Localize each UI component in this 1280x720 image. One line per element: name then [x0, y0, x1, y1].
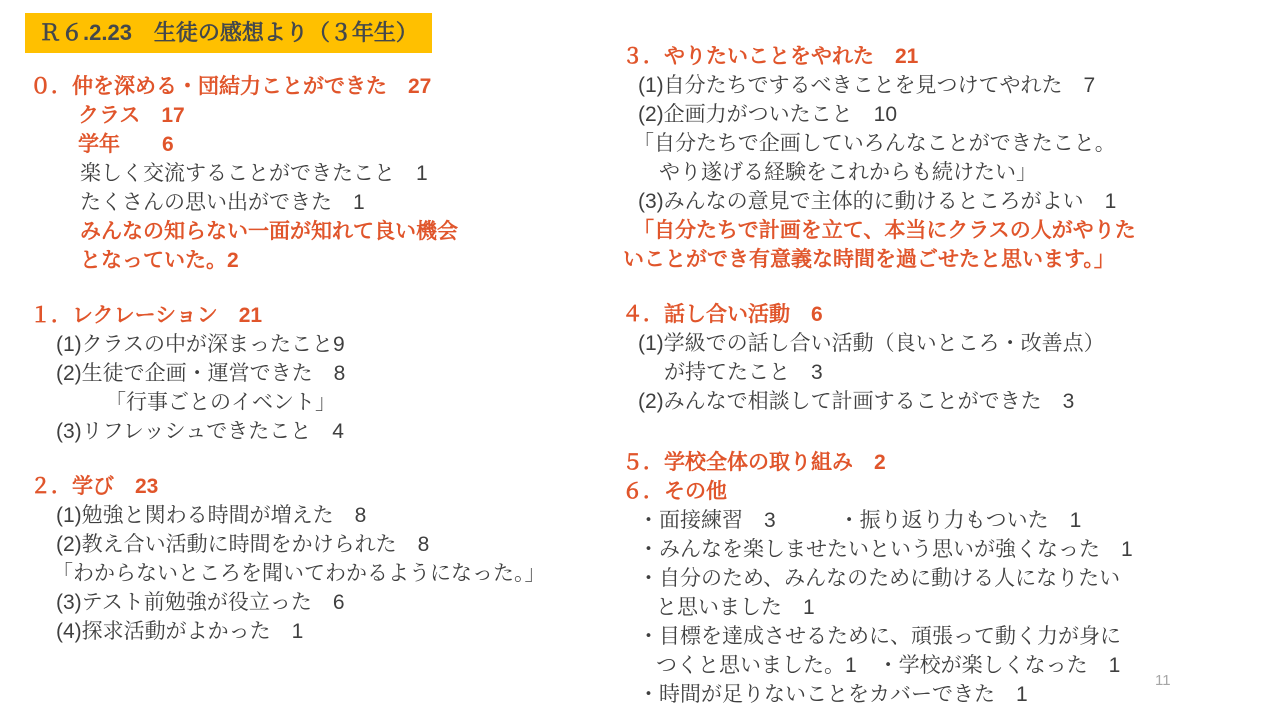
- section-1-line-4: (3)リフレッシュできたこと 4: [56, 420, 344, 443]
- section-0-line-3: 楽しく交流することができたこと 1: [80, 162, 428, 185]
- section-6-line-8: ・時間が足りないことをカバーできた 1: [638, 683, 1028, 706]
- section-6-line-2: ・面接練習 3 ・振り返り力もついた 1: [638, 509, 1082, 532]
- section-5-6: [622, 448, 1133, 709]
- section-1-heading: １．レクレーション 21: [30, 304, 263, 327]
- section-2-line-5: (4)探求活動がよかった 1: [56, 620, 304, 643]
- section-4-line-3: (2)みんなで相談して計画することができた 3: [638, 390, 1075, 413]
- section-6-line-7: つくと思いました。1 ・学校が楽しくなった 1: [656, 654, 1121, 677]
- section-1-line-1: (1)クラスの中が深まったこと9: [56, 333, 345, 356]
- section-1: [30, 301, 345, 446]
- section-1-line-3: 「行事ごとのイベント」: [105, 391, 336, 414]
- section-3-line-4: やり遂げる経験をこれからも続けたい」: [659, 161, 1037, 184]
- slide-title: Ｒ６.2.23 生徒の感想より（３年生）: [25, 13, 432, 53]
- section-2-line-4: (3)テスト前勉強が役立った 6: [56, 591, 345, 614]
- section-3-line-5: (3)みんなの意見で主体的に動けるところがよい 1: [638, 190, 1117, 213]
- section-3-heading: ３．やりたいことをやれた 21: [622, 45, 919, 68]
- section-6-line-6: ・目標を達成させるために、頑張って動く力が身に: [638, 625, 1121, 648]
- section-6-line-5: と思いました 1: [656, 596, 815, 619]
- section-5-heading: ５．学校全体の取り組み 2: [622, 451, 886, 474]
- section-6-heading: ６．その他: [622, 480, 727, 503]
- section-2-line-3: 「わからないところを聞いてわかるようになった。」: [52, 562, 546, 585]
- section-0-line-2: 学年 6: [78, 133, 174, 156]
- section-0-heading: ０．仲を深める・団結力ことができた 27: [30, 75, 432, 98]
- section-3-line-3: 「自分たちで企画していろんなことができたこと。: [633, 132, 1116, 155]
- section-0-line-5: みんなの知らない一面が知れて良い機会: [80, 220, 458, 243]
- section-1-line-2: (2)生徒で企画・運営できた 8: [56, 362, 346, 385]
- section-2-line-2: (2)教え合い活動に時間をかけられた 8: [56, 533, 430, 556]
- section-6-line-4: ・自分のため、みんなのために動ける人になりたい: [638, 567, 1121, 590]
- section-0-line-6: となっていた。2: [80, 249, 239, 272]
- page-number: 11: [1155, 672, 1171, 689]
- section-3-line-2: (2)企画力がついたこと 10: [638, 103, 898, 126]
- section-0-line-4: たくさんの思い出ができた 1: [80, 191, 365, 214]
- section-2-heading: ２．学び 23: [30, 475, 159, 498]
- section-2: [30, 472, 546, 646]
- section-3-line-7: いことができ有意義な時間を過ごせたと思います。」: [623, 248, 1115, 271]
- section-2-line-1: (1)勉強と関わる時間が増えた 8: [56, 504, 367, 527]
- section-3: [622, 42, 1136, 274]
- section-6-line-3: ・みんなを楽しませたいという思いが強くなった 1: [638, 538, 1133, 561]
- section-0: [30, 72, 458, 275]
- section-4-heading: ４．話し合い活動 6: [622, 303, 823, 326]
- section-3-line-1: (1)自分たちでするべきことを見つけてやれた 7: [638, 74, 1096, 97]
- section-4-line-1: (1)学級での話し合い活動（良いところ・改善点）: [638, 332, 1105, 355]
- section-4: [622, 300, 1105, 416]
- section-0-line-1: クラス 17: [78, 104, 185, 127]
- section-3-line-6: 「自分たちで計画を立て、本当にクラスの人がやりた: [633, 219, 1136, 242]
- section-4-line-2: が持てたこと 3: [664, 361, 823, 384]
